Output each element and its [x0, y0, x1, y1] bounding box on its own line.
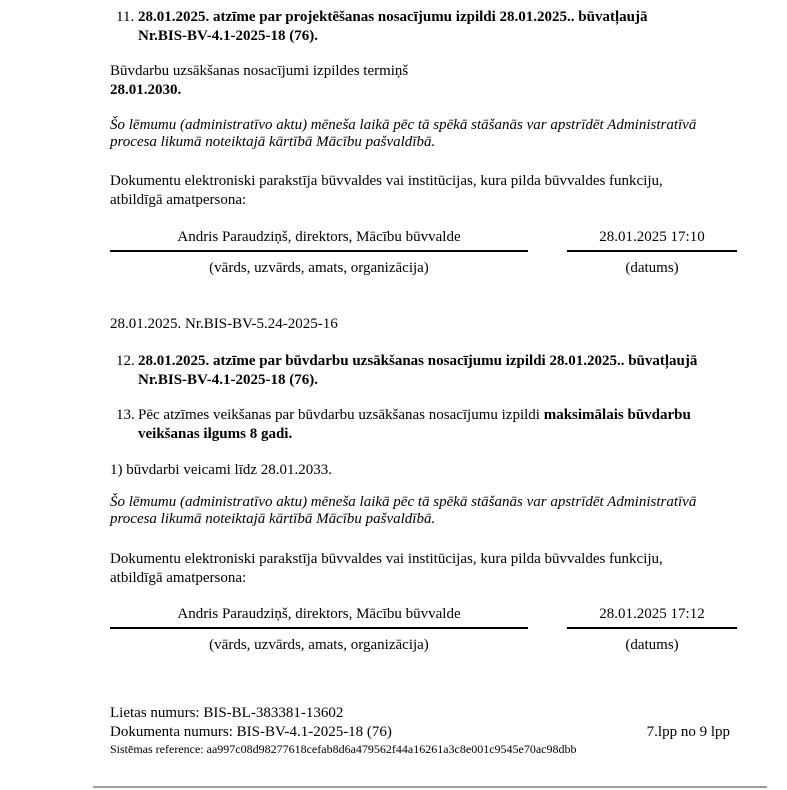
signature-1-date-caption: (datums): [625, 260, 679, 276]
footer-row: [110, 723, 730, 742]
document-number: Dokumenta numurs: BIS-BV-4.1-2025-18 (76): [110, 724, 392, 740]
system-reference: Sistēmas reference: aa997c08d98277618cefab8d6a479562f44a16261a3c8e001c9545e70ac98dbb: [110, 742, 577, 756]
signing-statement-2: [110, 550, 663, 588]
signing-statement-1-line-2: atbildīgā amatpersona:: [110, 192, 247, 208]
signature-1-name-caption: (vārds, uzvārds, amats, organizācija): [209, 260, 429, 276]
signing-statement-2-line-1: Dokumentu elektroniski parakstīja būvvaldes vai institūcijas, kura pilda būvvaldes funkciju,: [110, 551, 663, 567]
signature-2-name-caption: (vārds, uzvārds, amats, organizācija): [209, 637, 429, 653]
item-12-text: [138, 352, 697, 390]
signature-2-name: Andris Paraudziņš, direktors, Mācību būvvalde: [110, 605, 528, 629]
signing-statement-2-line-2: atbildīgā amatpersona:: [110, 570, 247, 586]
signature-2-date: 28.01.2025 17:12: [567, 605, 737, 629]
signature-block-2-date: [567, 605, 737, 655]
page-separator: [93, 786, 767, 788]
item-11-text: [138, 8, 647, 46]
signature-block-2-name: [110, 605, 528, 655]
signature-block-1-name: [110, 228, 528, 278]
item-13-text: [138, 406, 691, 444]
appeal-notice-2: [110, 494, 696, 528]
deadline-date: 28.01.2030.: [110, 82, 182, 98]
signing-statement-1: [110, 172, 663, 210]
item-12-line-1: 28.01.2025. atzīme par būvdarbu uzsākšanas nosacījumu izpildi 28.01.2025.. būvatļaujā: [138, 353, 698, 369]
deadline-paragraph: [110, 62, 408, 100]
signature-1-name: Andris Paraudziņš, direktors, Mācību būvvalde: [110, 228, 528, 252]
item-12-line-2: Nr.BIS-BV-4.1-2025-18 (76).: [138, 372, 318, 388]
item-13-line-2: veikšanas ilgums 8 gadi.: [138, 426, 293, 442]
item-11-line-1: 28.01.2025. atzīme par projektēšanas nosacījumu izpildi 28.01.2025.. būvatļaujā: [138, 9, 648, 25]
appeal-notice-1-line-1: Šo lēmumu (administratīvo aktu) mēneša laikā pēc tā spēkā stāšanās var apstrīdēt Administratīvā: [110, 117, 697, 133]
case-number: Lietas numurs: BIS-BL-383381-13602: [110, 705, 344, 721]
item-12: [116, 352, 697, 390]
page-indicator: 7.lpp no 9 lpp: [646, 724, 730, 740]
item-13-line-1: Pēc atzīmes veikšanas par būvdarbu uzsākšanas nosacījumu izpildi maksimālais būvdarbu: [138, 407, 691, 423]
signature-block-1-date: [567, 228, 737, 278]
item-12-number: 12.: [116, 353, 135, 369]
deadline-label: Būvdarbu uzsākšanas nosacījumi izpildes termiņš: [110, 63, 409, 79]
appeal-notice-2-line-2: procesa likumā noteiktajā kārtībā Mācību pašvaldībā.: [110, 511, 436, 527]
item-11-line-2: Nr.BIS-BV-4.1-2025-18 (76).: [138, 28, 318, 44]
item-11: [116, 8, 647, 46]
page-footer: [110, 704, 730, 757]
appeal-notice-1-line-2: procesa likumā noteiktajā kārtībā Mācību pašvaldībā.: [110, 134, 436, 150]
signature-1-date: 28.01.2025 17:10: [567, 228, 737, 252]
signing-statement-1-line-1: Dokumentu elektroniski parakstīja būvvaldes vai institūcijas, kura pilda būvvaldes funkciju,: [110, 173, 663, 189]
item-11-number: 11.: [116, 9, 135, 25]
appeal-notice-2-line-1: Šo lēmumu (administratīvo aktu) mēneša laikā pēc tā spēkā stāšanās var apstrīdēt Administratīvā: [110, 494, 697, 510]
item-13: [116, 406, 691, 444]
document-reference-line: 28.01.2025. Nr.BIS-BV-5.24-2025-16: [110, 316, 338, 332]
item-13-number: 13.: [116, 407, 135, 423]
appeal-notice-1: [110, 117, 696, 151]
signature-2-date-caption: (datums): [625, 637, 679, 653]
subitem-1: 1) būvdarbi veicami līdz 28.01.2033.: [110, 462, 333, 478]
